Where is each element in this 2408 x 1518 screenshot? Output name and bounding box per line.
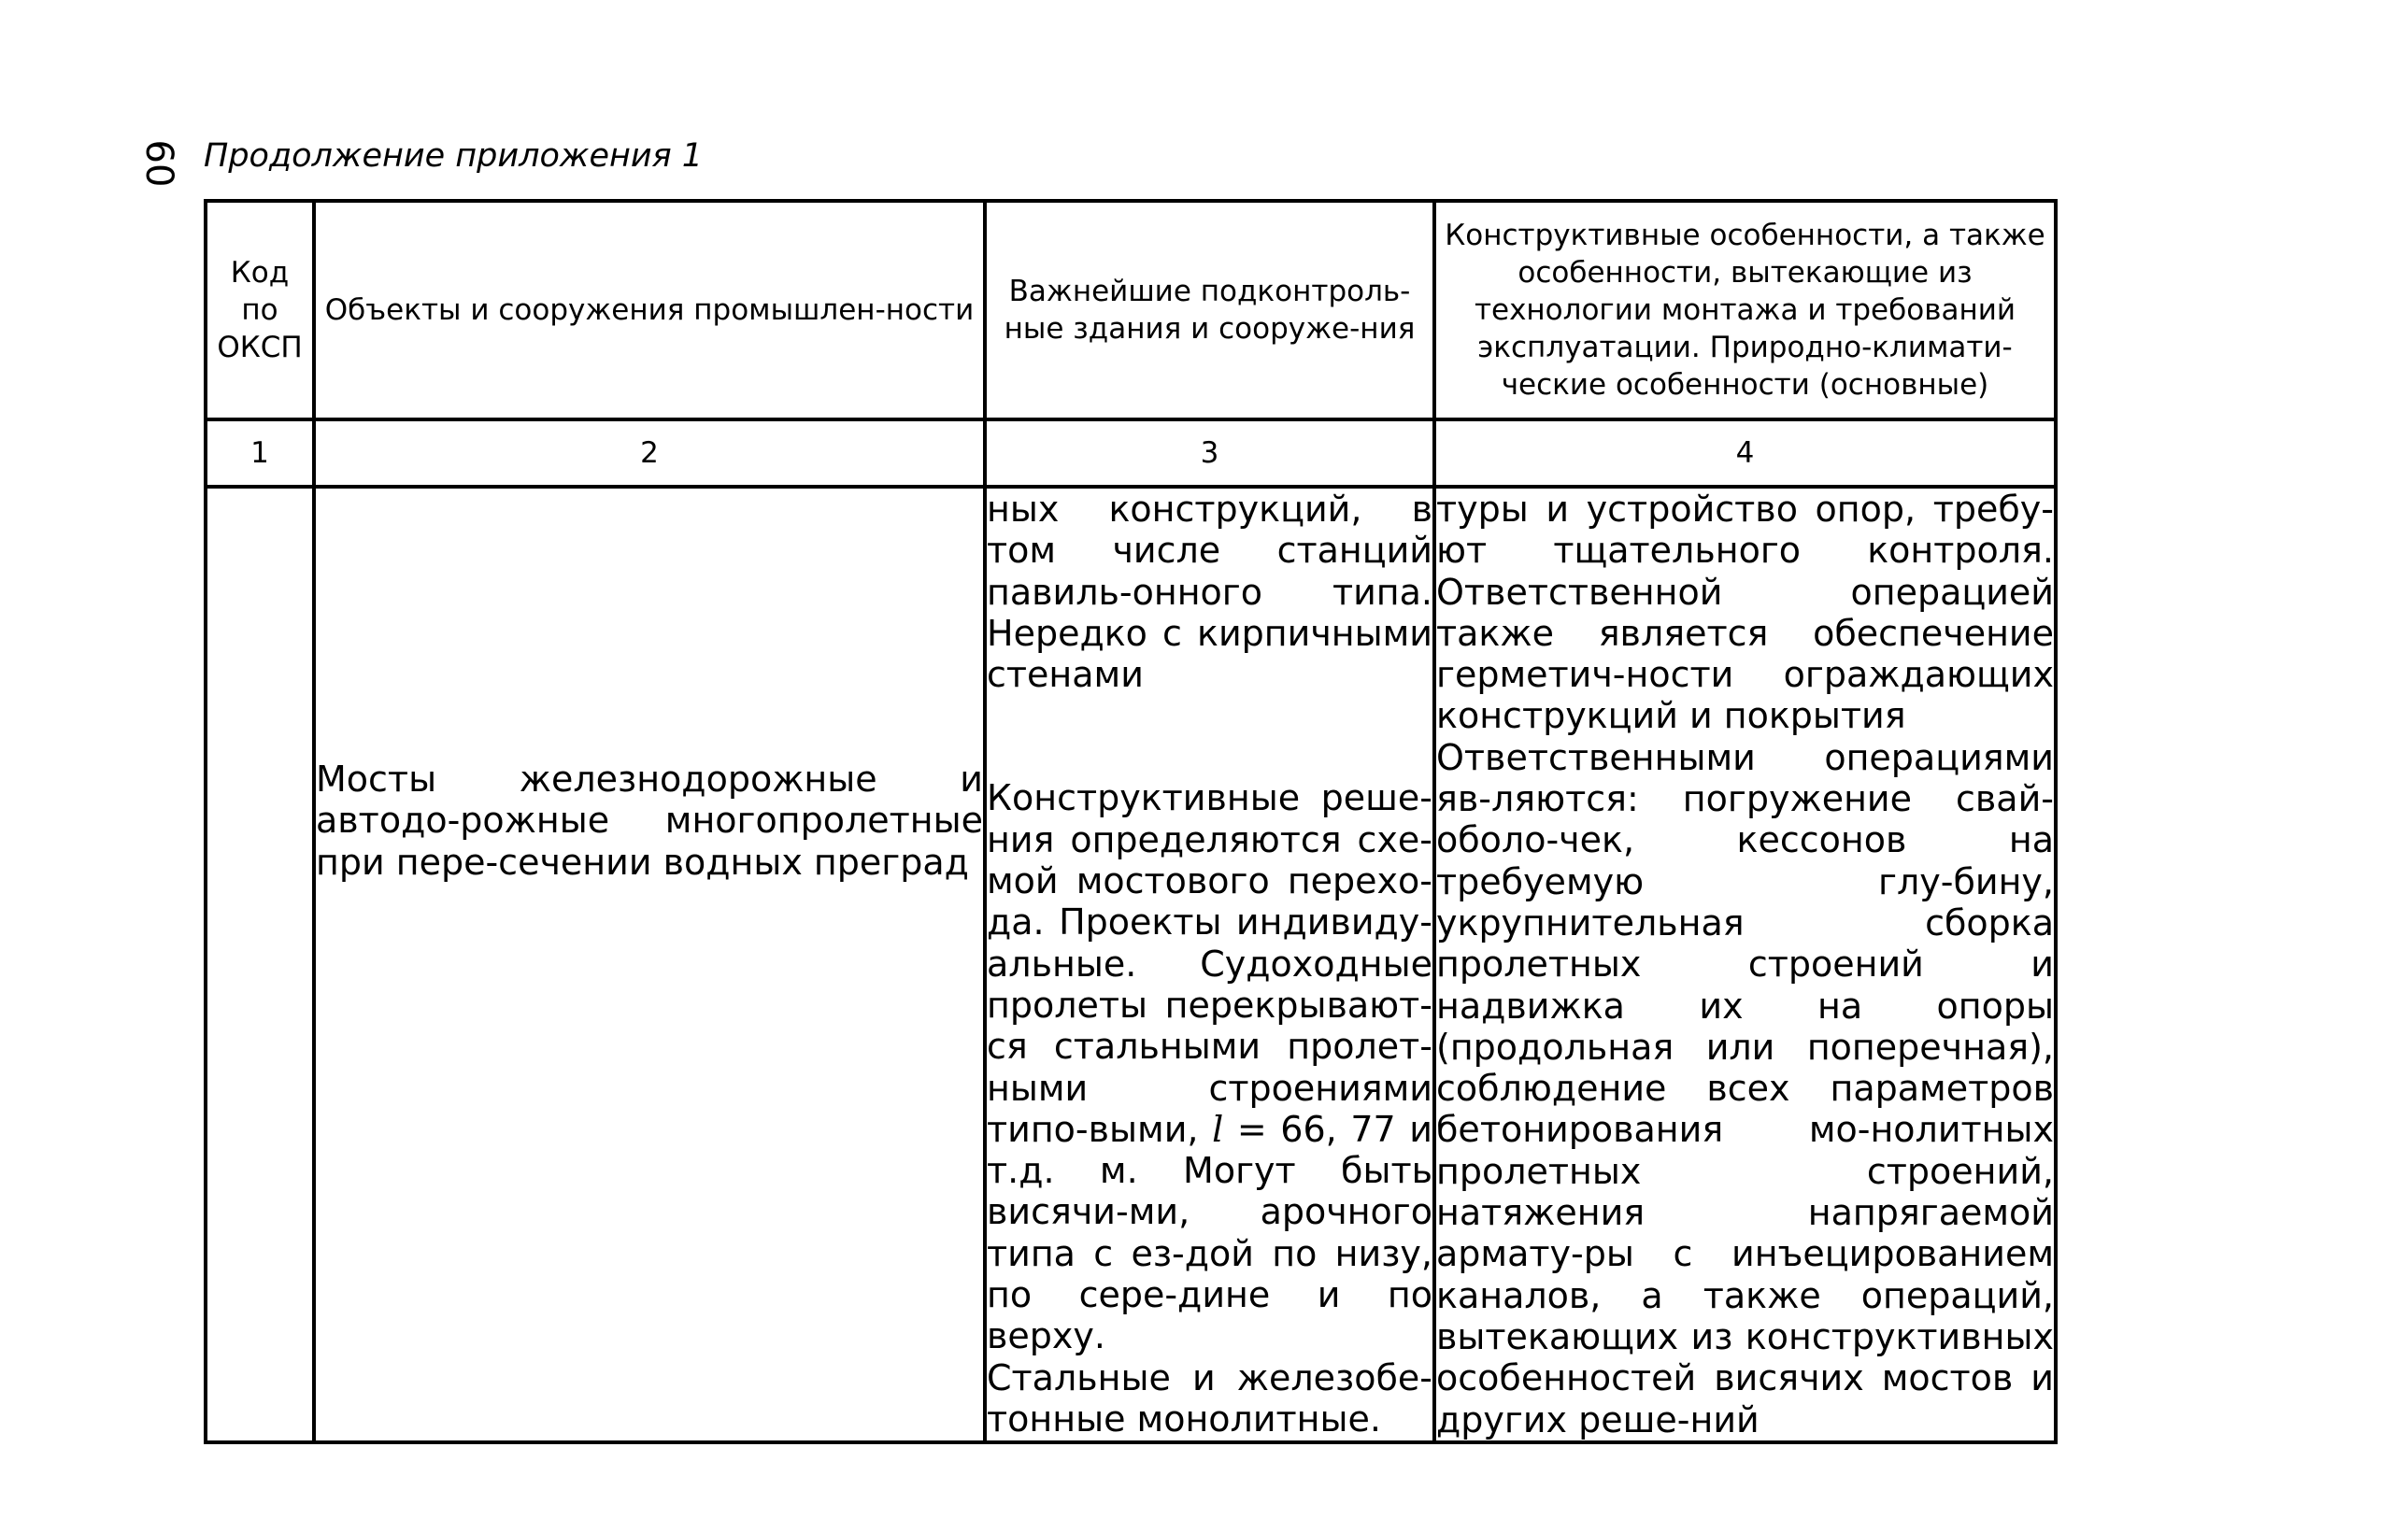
cell-features — [1434, 487, 2056, 1442]
header-buildings: Важнейшие подконтроль-ные здания и сооруже-ния — [985, 201, 1434, 419]
features-text-2: Ответственными операциями яв-ляются: погружение свай-оболо-чек, кессонов на требуемую глу-бину, укрупнительная сборка пролетных строений и надвижка их на опоры (продольная или поперечная), соблюдение всех параметров бетонирования мо-нолитных пролетных строений, натяжения напрягаемой армату-ры с инъецированием каналов, а также операций, вытекающих из конструктивных особенностей висячих мостов и других реше-ний — [1436, 736, 2054, 1440]
features-text-1: туры и устройство опор, требу-ют тщательного контроля. Ответственной операцией также является обеспечение герметич-ности ограждающих конструкций и покрытия — [1436, 489, 2054, 737]
running-head: Продолжение приложения 1 — [204, 137, 704, 175]
buildings-text-2a: Конструктивные реше-ния определяются схе-мой мостового перехо-да. Проекты индивиду-альные. Судоходные пролеты перекрывают-ся стальными пролет-ными строениями типо-выми, — [987, 777, 1432, 1150]
header-code: Код по ОКСП — [206, 201, 314, 419]
column-number: 3 — [985, 419, 1434, 487]
classification-table — [204, 199, 2058, 1444]
column-number: 1 — [206, 419, 314, 487]
buildings-text-2b: = 66, 77 и т.д. м. Могут быть висячи-ми, арочного типа с ез-дой по низу, по сере-дине и по верху. — [987, 1108, 1433, 1357]
column-number: 4 — [1434, 419, 2056, 487]
header-features: Конструктивные особенности, а также особенности, вытекающие из технологии монтажа и требований эксплуатации. Природно-климати-ческие особенности (основные) — [1434, 201, 2056, 419]
buildings-text-1: ных конструкций, в том числе станций павиль-онного типа. Нередко с кирпичными стенами — [987, 489, 1432, 696]
object-text: Мосты железнодорожные и автодо-рожные многопролетные при пере-сечении водных преград — [316, 759, 983, 883]
table-row — [206, 487, 2056, 1442]
buildings-text-2 — [987, 777, 1432, 1356]
page-number: 60 — [137, 139, 180, 188]
buildings-text-3: Стальные и железобе-тонные монолитные. — [987, 1356, 1432, 1440]
variable-l: l — [1212, 1108, 1224, 1150]
column-number-row — [206, 419, 2056, 487]
cell-code — [206, 487, 314, 1442]
header-objects: Объекты и сооружения промышлен-ности — [314, 201, 985, 419]
cell-object — [314, 487, 985, 1442]
column-number: 2 — [314, 419, 985, 487]
header-row — [206, 201, 2056, 419]
cell-buildings — [985, 487, 1434, 1442]
